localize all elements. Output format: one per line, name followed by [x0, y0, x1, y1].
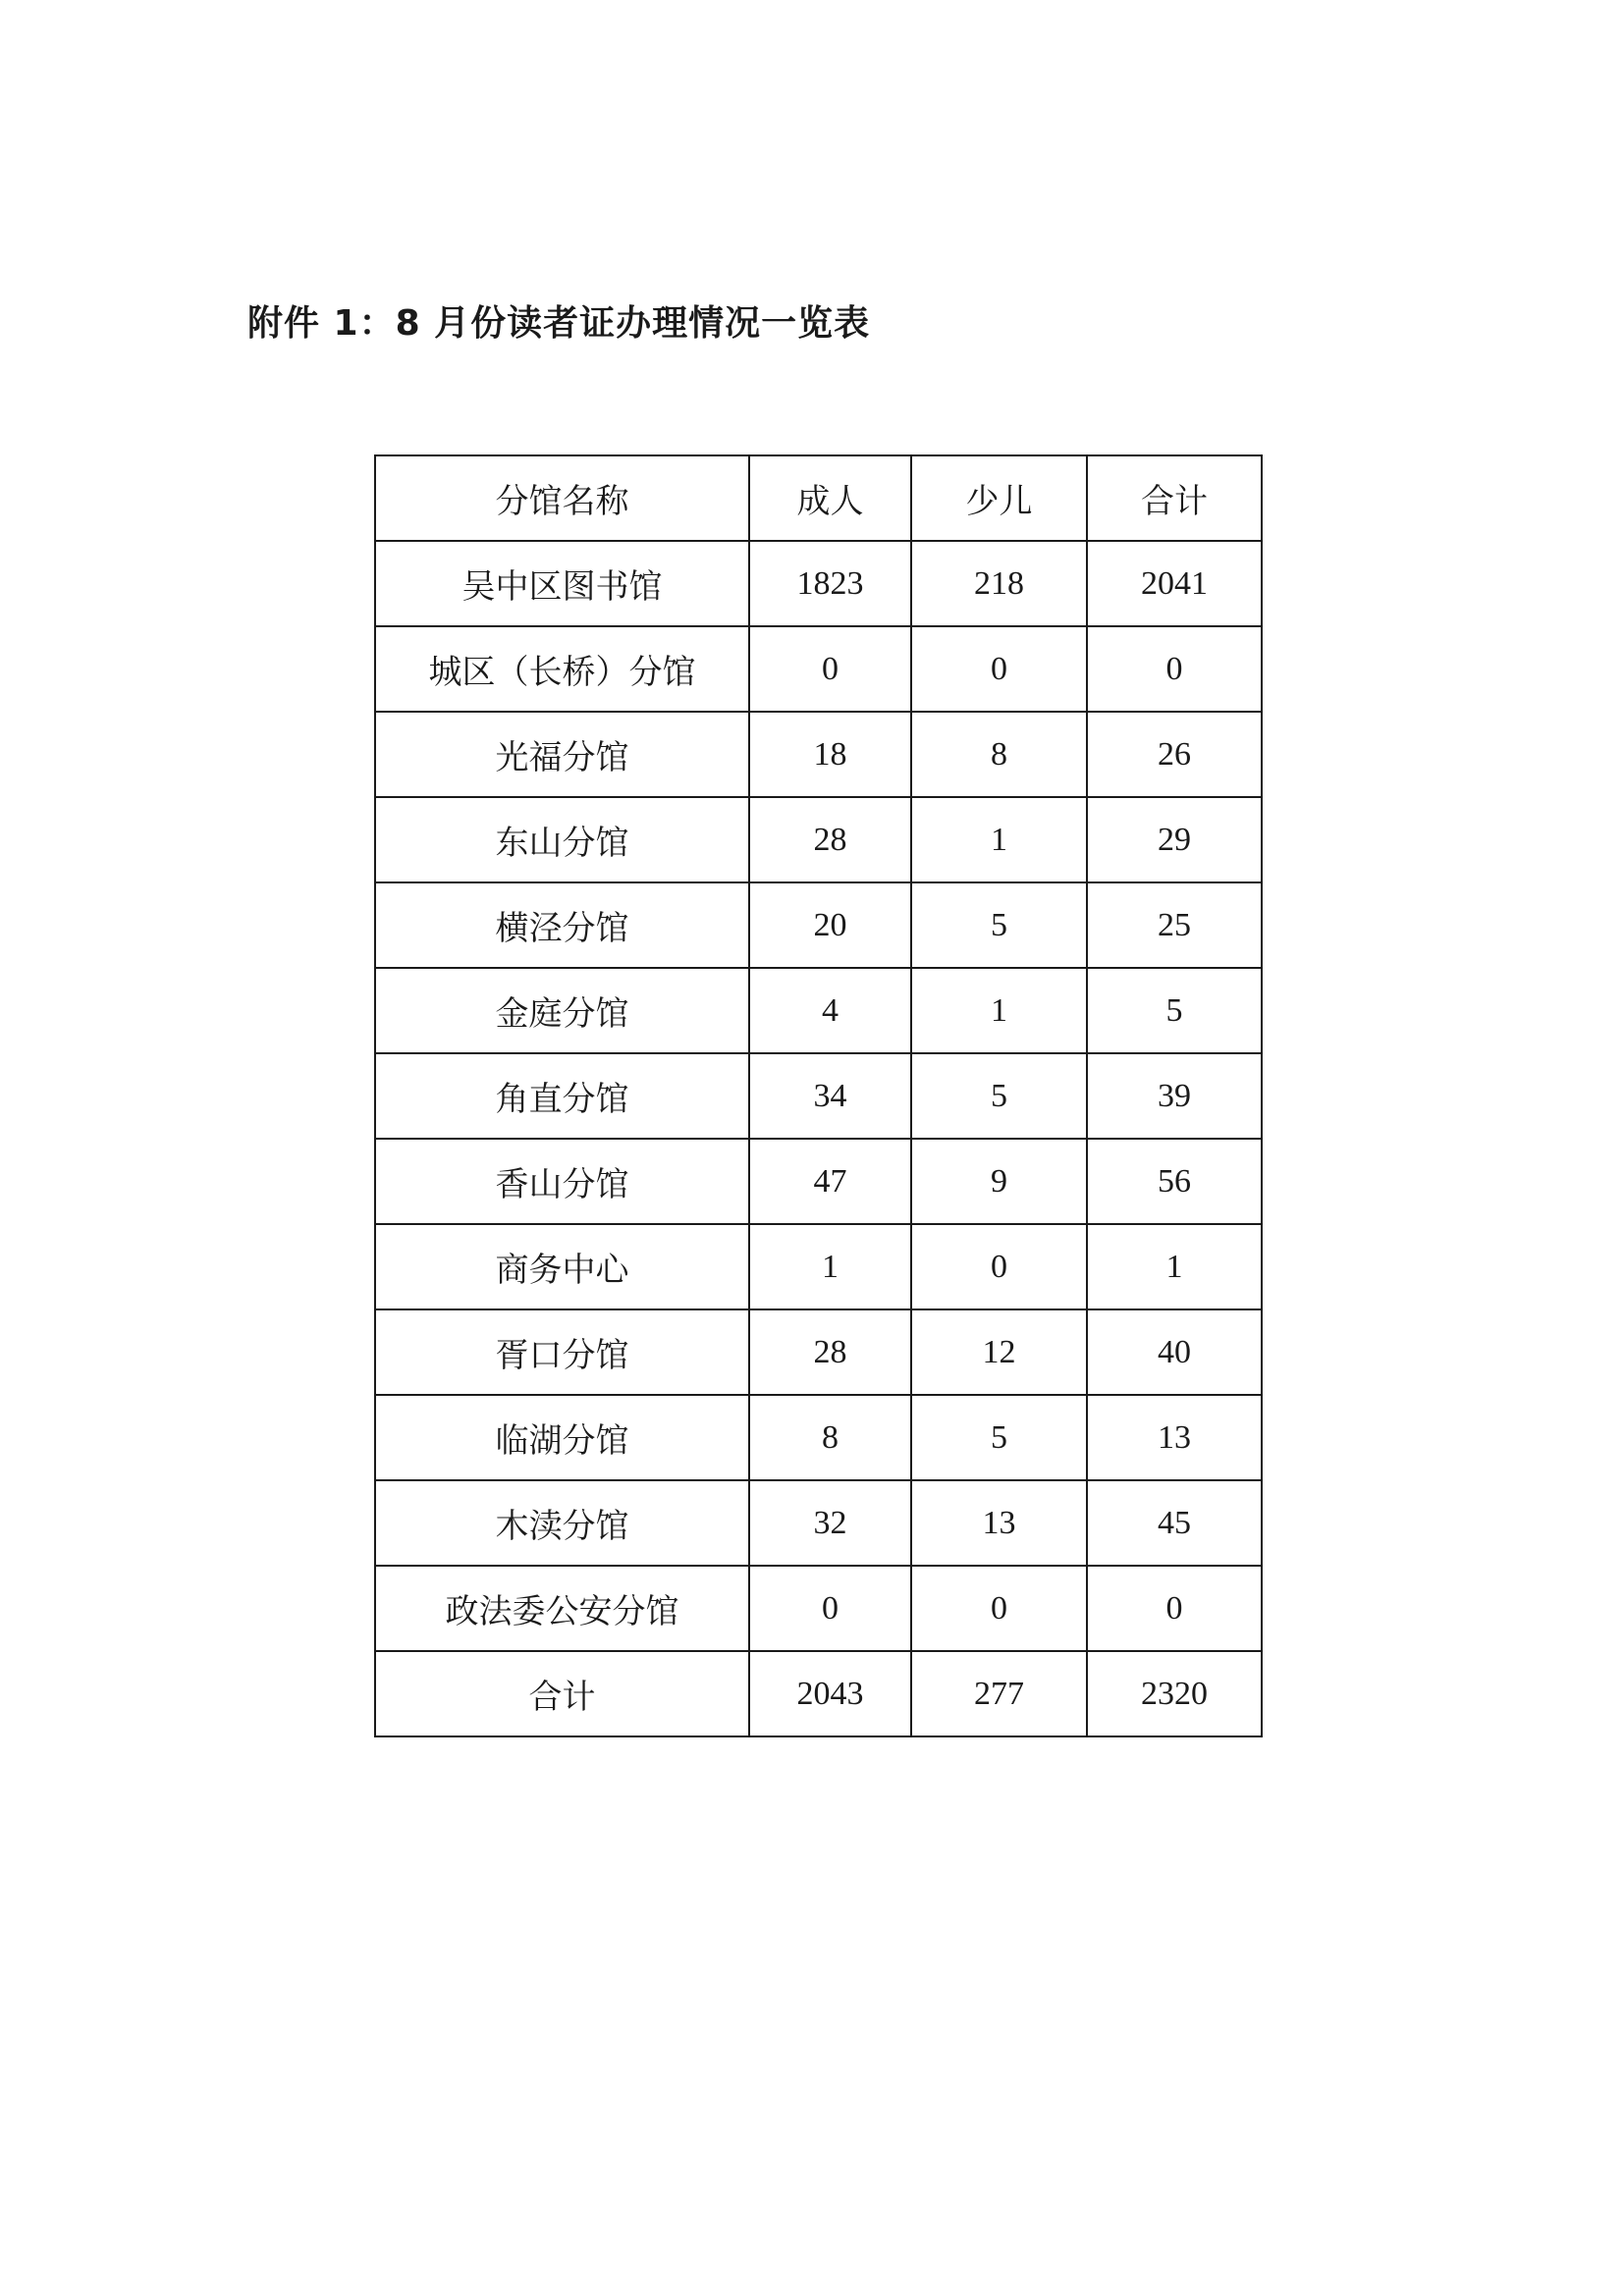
adult-count-cell: 0	[749, 1566, 911, 1651]
adult-count-cell: 28	[749, 1309, 911, 1395]
total-count-cell: 5	[1087, 968, 1262, 1053]
table-row	[375, 1566, 1262, 1651]
adult-count-cell: 8	[749, 1395, 911, 1480]
adult-count-cell: 47	[749, 1139, 911, 1224]
child-count-cell: 0	[911, 1566, 1087, 1651]
branch-name-cell: 香山分馆	[375, 1139, 749, 1224]
child-total-cell: 277	[911, 1651, 1087, 1736]
child-count-cell: 1	[911, 797, 1087, 882]
adult-total-cell: 2043	[749, 1651, 911, 1736]
table-row	[375, 712, 1262, 797]
branch-name-cell: 光福分馆	[375, 712, 749, 797]
total-count-cell: 0	[1087, 1566, 1262, 1651]
adult-count-cell: 1823	[749, 541, 911, 626]
branch-name-cell: 东山分馆	[375, 797, 749, 882]
total-count-cell: 40	[1087, 1309, 1262, 1395]
table-row	[375, 1053, 1262, 1139]
header-child: 少儿	[911, 455, 1087, 541]
table-row	[375, 1224, 1262, 1309]
table-row	[375, 1480, 1262, 1566]
header-total: 合计	[1087, 455, 1262, 541]
header-adult: 成人	[749, 455, 911, 541]
adult-count-cell: 0	[749, 626, 911, 712]
child-count-cell: 0	[911, 626, 1087, 712]
table-header-row	[375, 455, 1262, 541]
child-count-cell: 5	[911, 1395, 1087, 1480]
table-row	[375, 968, 1262, 1053]
adult-count-cell: 28	[749, 797, 911, 882]
header-branch-name: 分馆名称	[375, 455, 749, 541]
branch-name-cell: 吴中区图书馆	[375, 541, 749, 626]
branch-name-cell: 商务中心	[375, 1224, 749, 1309]
table-row	[375, 1139, 1262, 1224]
document-title: 附件 1：8 月份读者证办理情况一览表	[247, 303, 871, 344]
adult-count-cell: 20	[749, 882, 911, 968]
table-total-row	[375, 1651, 1262, 1736]
child-count-cell: 13	[911, 1480, 1087, 1566]
total-count-cell: 29	[1087, 797, 1262, 882]
child-count-cell: 0	[911, 1224, 1087, 1309]
grand-total-cell: 2320	[1087, 1651, 1262, 1736]
branch-name-cell: 胥口分馆	[375, 1309, 749, 1395]
table-row	[375, 541, 1262, 626]
total-count-cell: 1	[1087, 1224, 1262, 1309]
table-row	[375, 882, 1262, 968]
total-count-cell: 26	[1087, 712, 1262, 797]
branch-name-cell: 金庭分馆	[375, 968, 749, 1053]
branch-name-cell: 木渎分馆	[375, 1480, 749, 1566]
child-count-cell: 218	[911, 541, 1087, 626]
child-count-cell: 5	[911, 1053, 1087, 1139]
adult-count-cell: 4	[749, 968, 911, 1053]
total-count-cell: 25	[1087, 882, 1262, 968]
child-count-cell: 5	[911, 882, 1087, 968]
branch-name-cell: 横泾分馆	[375, 882, 749, 968]
child-count-cell: 12	[911, 1309, 1087, 1395]
branch-name-cell: 角直分馆	[375, 1053, 749, 1139]
adult-count-cell: 34	[749, 1053, 911, 1139]
total-count-cell: 45	[1087, 1480, 1262, 1566]
table-row	[375, 797, 1262, 882]
total-count-cell: 13	[1087, 1395, 1262, 1480]
child-count-cell: 1	[911, 968, 1087, 1053]
child-count-cell: 8	[911, 712, 1087, 797]
adult-count-cell: 18	[749, 712, 911, 797]
total-count-cell: 2041	[1087, 541, 1262, 626]
total-label-cell: 合计	[375, 1651, 749, 1736]
total-count-cell: 56	[1087, 1139, 1262, 1224]
table-row	[375, 626, 1262, 712]
total-count-cell: 39	[1087, 1053, 1262, 1139]
branch-name-cell: 政法委公安分馆	[375, 1566, 749, 1651]
branch-name-cell: 临湖分馆	[375, 1395, 749, 1480]
adult-count-cell: 32	[749, 1480, 911, 1566]
total-count-cell: 0	[1087, 626, 1262, 712]
table-row	[375, 1309, 1262, 1395]
table-row	[375, 1395, 1262, 1480]
reader-card-table	[374, 454, 1263, 1737]
branch-name-cell: 城区（长桥）分馆	[375, 626, 749, 712]
child-count-cell: 9	[911, 1139, 1087, 1224]
adult-count-cell: 1	[749, 1224, 911, 1309]
